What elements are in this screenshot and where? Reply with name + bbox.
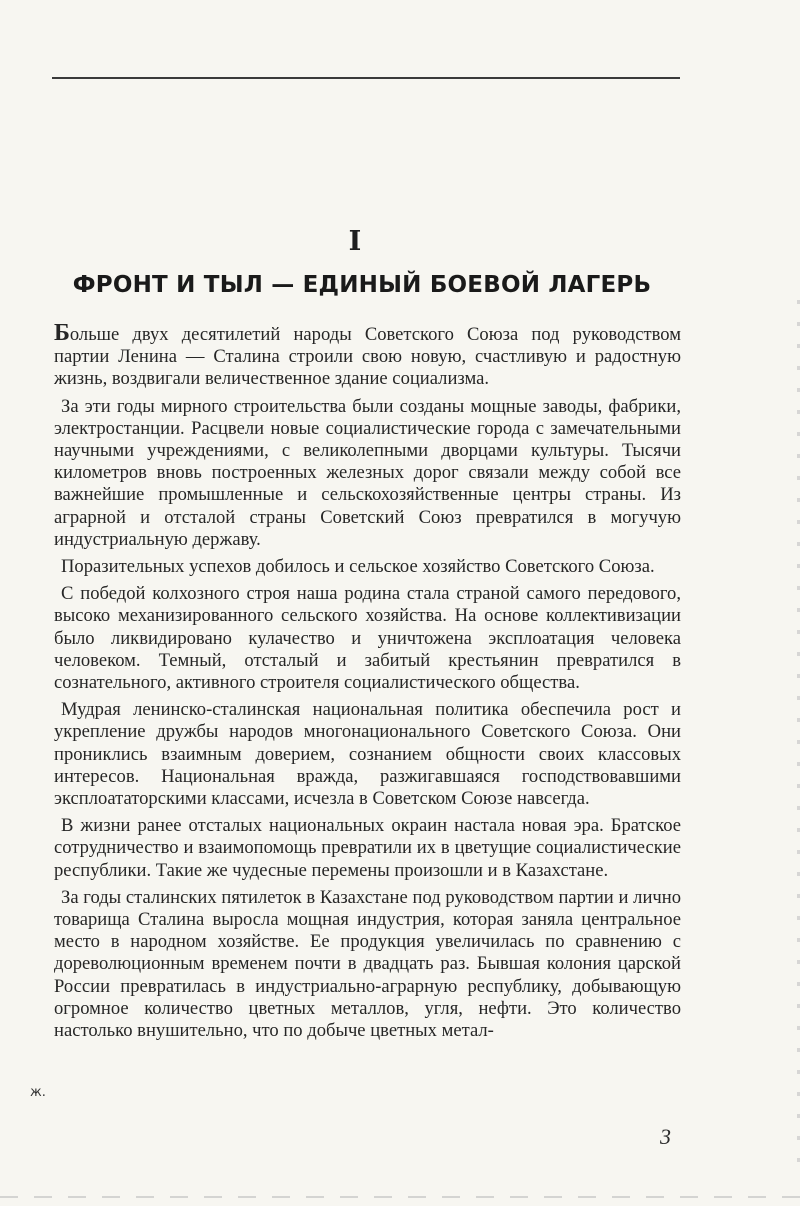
body-text — [54, 322, 681, 1047]
paragraph: В жизни ранее отсталых национальных окраин настала новая эра. Братское сотрудничество и взаимопомощь превратили их в цветущие социалистические республики. Такие же чудесные перемены произошли и в Казахстане. — [54, 815, 681, 881]
paragraph: Поразительных успехов добилось и сельское хозяйство Советского Союза. — [61, 556, 655, 578]
drop-letter: Б — [54, 320, 70, 346]
paragraph: Мудрая ленинско-сталинская национальная политика обеспечила рост и укрепление дружбы народов многонационального Советского Союза. Они прониклись взаимным доверием, сознанием общности своих классовых интересов. Национальная вражда, разжигавшаяся господствовавшими эксплоататорскими классами, исчезла в Советском Союзе навсегда. — [54, 699, 681, 810]
header-rule — [52, 77, 680, 79]
paragraph-text: ольше двух десятилетий народы Советского Союза под руководством партии Ленина — Сталина строили свою новую, счастливую и радостную жизнь, воздвигали величественное здание социализма. — [54, 324, 681, 390]
paragraph — [54, 322, 681, 391]
paragraph: За эти годы мирного строительства были созданы мощные заводы, фабрики, электростанции. Расцвели новые социалистические города с замечательными научными учреждениями, с великолепными дворцами культуры. Тысячи километров вновь построенных железных дорог связали между собой все важнейшие промышленные и сельскохозяйственные центры страны. Из аграрной и отсталой страны Советский Союз превратился в могучую индустриальную державу. — [54, 395, 681, 550]
bottom-edge-marks — [0, 1196, 800, 1198]
chapter-number: I — [348, 226, 362, 257]
page-number: 3 — [660, 1124, 671, 1149]
printer-mark: ж. — [30, 1085, 46, 1100]
chapter-title: ФРОНТ И ТЫЛ — ЕДИНЫЙ БОЕВОЙ ЛАГЕРЬ — [72, 272, 652, 298]
paragraph: За годы сталинских пятилеток в Казахстане под руководством партии и лично товарища Сталина выросла мощная индустрия, которая заняла центральное место в народном хозяйстве. Ее продукция увеличилась по сравнению с дореволюционным временем почти в двадцать раз. Бывшая колония царской России превратилась в индустриально-аграрную республику, добывающую огромное количество цветных металлов, угля, нефти. Это количество настолько внушительно, что по добыче цветных метал- — [54, 886, 681, 1042]
paragraph: С победой колхозного строя наша родина стала страной самого передового, высоко механизированного сельского хозяйства. На основе коллективизации было ликвидировано кулачество и уничтожена эксплоатация человека человеком. Темный, отсталый и забитый крестьянин превратился в сознательного, активного строителя социалистического общества. — [54, 583, 681, 694]
